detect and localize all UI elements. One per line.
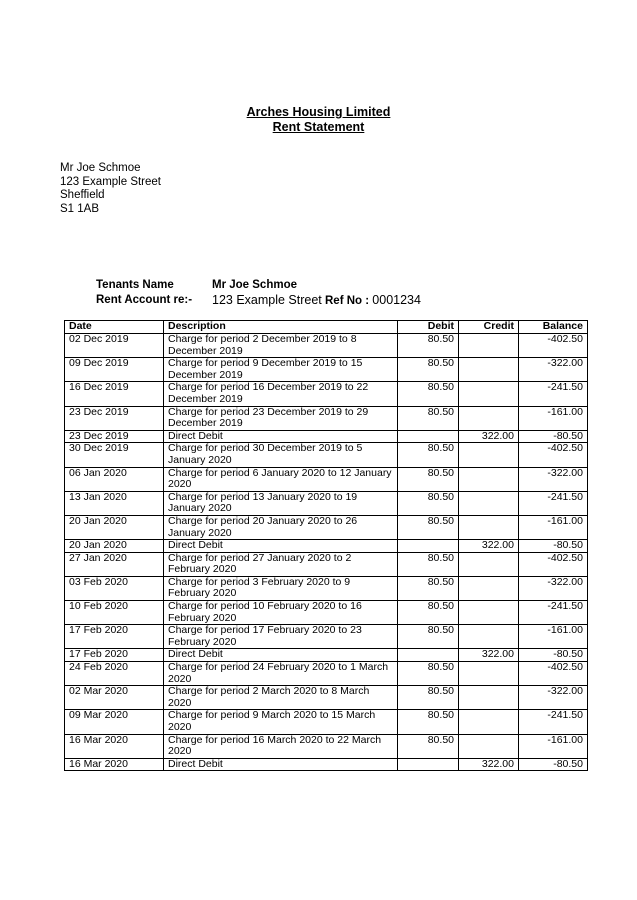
cell-balance: -161.00 xyxy=(519,625,588,649)
cell-debit: 80.50 xyxy=(398,625,459,649)
address-line: Sheffield xyxy=(60,189,105,201)
cell-date: 30 Dec 2019 xyxy=(65,443,164,467)
cell-debit: 80.50 xyxy=(398,734,459,758)
cell-date: 23 Dec 2019 xyxy=(65,406,164,430)
cell-balance: -80.50 xyxy=(519,540,588,553)
table-row xyxy=(65,662,588,686)
cell-description: Charge for period 30 December 2019 to 5 January 2020 xyxy=(164,443,398,467)
table-row xyxy=(65,358,588,382)
cell-debit: 80.50 xyxy=(398,662,459,686)
cell-date: 16 Mar 2020 xyxy=(65,734,164,758)
ref-no: 0001234 xyxy=(372,293,421,307)
cell-balance: -161.00 xyxy=(519,734,588,758)
cell-date: 16 Mar 2020 xyxy=(65,758,164,771)
cell-date: 27 Jan 2020 xyxy=(65,552,164,576)
cell-date: 20 Jan 2020 xyxy=(65,515,164,539)
cell-description: Charge for period 16 December 2019 to 22 December 2019 xyxy=(164,382,398,406)
cell-debit: 80.50 xyxy=(398,491,459,515)
cell-debit: 80.50 xyxy=(398,686,459,710)
cell-description: Charge for period 20 January 2020 to 26 January 2020 xyxy=(164,515,398,539)
cell-description: Direct Debit xyxy=(164,649,398,662)
cell-date: 02 Mar 2020 xyxy=(65,686,164,710)
cell-debit: 80.50 xyxy=(398,552,459,576)
cell-credit xyxy=(459,576,519,600)
cell-balance: -402.50 xyxy=(519,334,588,358)
cell-balance: -322.00 xyxy=(519,576,588,600)
cell-date: 06 Jan 2020 xyxy=(65,467,164,491)
cell-balance: -322.00 xyxy=(519,467,588,491)
cell-balance: -322.00 xyxy=(519,358,588,382)
cell-balance: -241.50 xyxy=(519,601,588,625)
cell-description: Charge for period 3 February 2020 to 9 February 2020 xyxy=(164,576,398,600)
table-row xyxy=(65,576,588,600)
cell-credit xyxy=(459,686,519,710)
header-balance: Balance xyxy=(519,321,588,334)
cell-balance: -241.50 xyxy=(519,491,588,515)
cell-credit xyxy=(459,552,519,576)
cell-date: 16 Dec 2019 xyxy=(65,382,164,406)
cell-balance: -161.00 xyxy=(519,515,588,539)
tenant-name: Mr Joe Schmoe xyxy=(212,279,297,291)
cell-debit: 80.50 xyxy=(398,358,459,382)
cell-credit xyxy=(459,358,519,382)
table-header-row xyxy=(65,321,588,334)
cell-debit: 80.50 xyxy=(398,406,459,430)
cell-balance: -80.50 xyxy=(519,758,588,771)
table-row xyxy=(65,430,588,443)
recipient-address xyxy=(60,162,161,216)
header-credit: Credit xyxy=(459,321,519,334)
cell-debit: 80.50 xyxy=(398,710,459,734)
cell-credit xyxy=(459,382,519,406)
tenant-name-label: Tenants Name xyxy=(96,279,174,291)
company-name: Arches Housing Limited xyxy=(246,105,391,119)
address-line: S1 1AB xyxy=(60,202,99,215)
cell-debit: 80.50 xyxy=(398,382,459,406)
ref-no-label: Ref No : xyxy=(325,295,370,307)
cell-credit xyxy=(459,491,519,515)
cell-date: 20 Jan 2020 xyxy=(65,540,164,553)
cell-balance: -402.50 xyxy=(519,662,588,686)
table-row xyxy=(65,734,588,758)
table-row xyxy=(65,382,588,406)
cell-credit xyxy=(459,467,519,491)
cell-debit xyxy=(398,430,459,443)
cell-description: Charge for period 9 March 2020 to 15 March 2020 xyxy=(164,710,398,734)
cell-description: Direct Debit xyxy=(164,758,398,771)
cell-balance: -241.50 xyxy=(519,382,588,406)
cell-description: Charge for period 2 March 2020 to 8 March 2020 xyxy=(164,686,398,710)
table-row xyxy=(65,515,588,539)
table-row xyxy=(65,467,588,491)
cell-credit xyxy=(459,601,519,625)
cell-description: Charge for period 16 March 2020 to 22 March 2020 xyxy=(164,734,398,758)
cell-credit xyxy=(459,515,519,539)
statement-table xyxy=(64,320,588,771)
table-row xyxy=(65,601,588,625)
document-title: Rent Statement xyxy=(272,120,365,134)
cell-date: 10 Feb 2020 xyxy=(65,601,164,625)
cell-description: Charge for period 13 January 2020 to 19 January 2020 xyxy=(164,491,398,515)
table-row xyxy=(65,406,588,430)
cell-description: Direct Debit xyxy=(164,540,398,553)
header-description: Description xyxy=(164,321,398,334)
table-row xyxy=(65,491,588,515)
cell-description: Charge for period 27 January 2020 to 2 February 2020 xyxy=(164,552,398,576)
cell-date: 09 Mar 2020 xyxy=(65,710,164,734)
cell-date: 13 Jan 2020 xyxy=(65,491,164,515)
cell-balance: -402.50 xyxy=(519,552,588,576)
cell-credit xyxy=(459,625,519,649)
table-row xyxy=(65,334,588,358)
cell-debit xyxy=(398,540,459,553)
cell-balance: -322.00 xyxy=(519,686,588,710)
cell-description: Charge for period 24 February 2020 to 1 March 2020 xyxy=(164,662,398,686)
table-row xyxy=(65,443,588,467)
cell-credit xyxy=(459,334,519,358)
table-row xyxy=(65,758,588,771)
cell-description: Charge for period 10 February 2020 to 16 February 2020 xyxy=(164,601,398,625)
cell-description: Charge for period 2 December 2019 to 8 December 2019 xyxy=(164,334,398,358)
table-row xyxy=(65,552,588,576)
cell-balance: -241.50 xyxy=(519,710,588,734)
table-row xyxy=(65,540,588,553)
cell-balance: -80.50 xyxy=(519,649,588,662)
cell-debit xyxy=(398,758,459,771)
header-date: Date xyxy=(65,321,164,334)
address-line: Mr Joe Schmoe xyxy=(60,162,141,174)
cell-debit: 80.50 xyxy=(398,443,459,467)
cell-debit: 80.50 xyxy=(398,515,459,539)
cell-description: Charge for period 23 December 2019 to 29 December 2019 xyxy=(164,406,398,430)
cell-credit xyxy=(459,662,519,686)
cell-description: Charge for period 9 December 2019 to 15 December 2019 xyxy=(164,358,398,382)
cell-date: 02 Dec 2019 xyxy=(65,334,164,358)
cell-date: 23 Dec 2019 xyxy=(65,430,164,443)
rent-account-street: 123 Example Street xyxy=(212,293,322,307)
cell-date: 17 Feb 2020 xyxy=(65,625,164,649)
address-line: 123 Example Street xyxy=(60,175,162,188)
cell-debit: 80.50 xyxy=(398,576,459,600)
table-row xyxy=(65,625,588,649)
cell-credit xyxy=(459,734,519,758)
cell-debit: 80.50 xyxy=(398,467,459,491)
cell-debit: 80.50 xyxy=(398,601,459,625)
cell-description: Direct Debit xyxy=(164,430,398,443)
cell-date: 09 Dec 2019 xyxy=(65,358,164,382)
cell-balance: -161.00 xyxy=(519,406,588,430)
cell-credit: 322.00 xyxy=(459,540,519,553)
cell-date: 17 Feb 2020 xyxy=(65,649,164,662)
cell-description: Charge for period 6 January 2020 to 12 January 2020 xyxy=(164,467,398,491)
cell-balance: -80.50 xyxy=(519,430,588,443)
cell-credit: 322.00 xyxy=(459,430,519,443)
cell-credit: 322.00 xyxy=(459,649,519,662)
table-row xyxy=(65,686,588,710)
cell-date: 24 Feb 2020 xyxy=(65,662,164,686)
cell-debit: 80.50 xyxy=(398,334,459,358)
cell-credit xyxy=(459,406,519,430)
cell-description: Charge for period 17 February 2020 to 23 February 2020 xyxy=(164,625,398,649)
rent-account-label: Rent Account re:- xyxy=(96,294,193,306)
cell-credit xyxy=(459,710,519,734)
cell-credit xyxy=(459,443,519,467)
cell-date: 03 Feb 2020 xyxy=(65,576,164,600)
cell-debit xyxy=(398,649,459,662)
header-debit: Debit xyxy=(398,321,459,334)
table-row xyxy=(65,649,588,662)
table-row xyxy=(65,710,588,734)
cell-balance: -402.50 xyxy=(519,443,588,467)
cell-credit: 322.00 xyxy=(459,758,519,771)
